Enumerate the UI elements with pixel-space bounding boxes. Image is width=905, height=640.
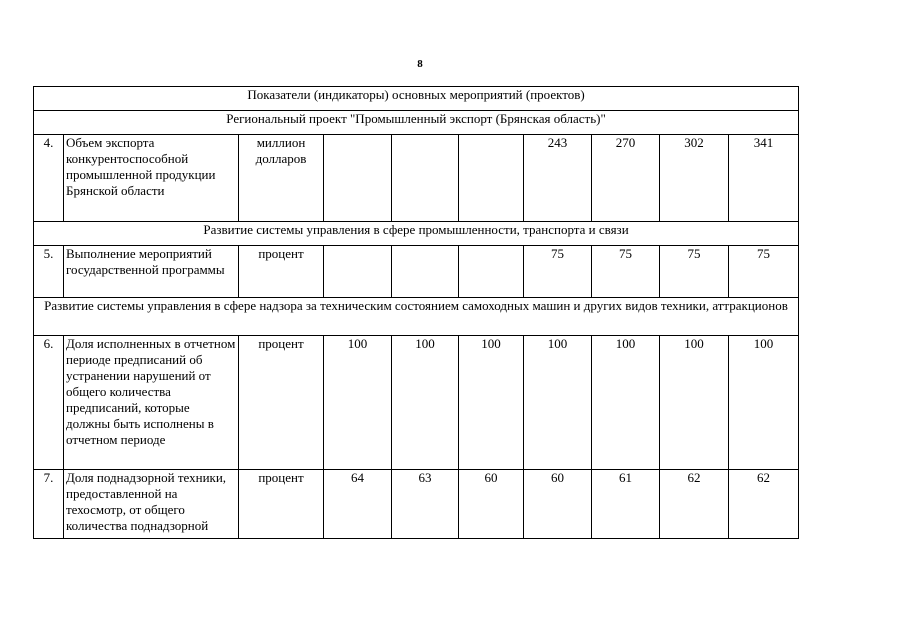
value-cell bbox=[324, 135, 392, 222]
value-cell: 75 bbox=[660, 246, 729, 298]
unit-cell: миллион долларов bbox=[239, 135, 324, 222]
indicator-name: Доля поднадзорной техники, предоставленной на техосмотр, от общего количества поднадзорной bbox=[64, 470, 239, 539]
value-cell: 62 bbox=[660, 470, 729, 539]
value-cell bbox=[459, 135, 524, 222]
section-row bbox=[34, 298, 799, 336]
value-cell bbox=[392, 246, 459, 298]
value-cell: 75 bbox=[592, 246, 660, 298]
table-row bbox=[34, 246, 799, 298]
value-cell: 243 bbox=[524, 135, 592, 222]
value-cell: 62 bbox=[729, 470, 799, 539]
section-management-industry: Развитие системы управления в сфере промышленности, транспорта и связи bbox=[34, 222, 799, 246]
value-cell: 100 bbox=[660, 336, 729, 470]
value-cell: 63 bbox=[392, 470, 459, 539]
page-number: 8 bbox=[417, 58, 423, 70]
table-header: Показатели (индикаторы) основных мероприятий (проектов) bbox=[34, 87, 799, 111]
value-cell: 75 bbox=[524, 246, 592, 298]
value-cell: 100 bbox=[592, 336, 660, 470]
value-cell bbox=[324, 246, 392, 298]
value-cell: 302 bbox=[660, 135, 729, 222]
value-cell: 75 bbox=[729, 246, 799, 298]
table-row bbox=[34, 135, 799, 222]
value-cell: 61 bbox=[592, 470, 660, 539]
value-cell: 100 bbox=[524, 336, 592, 470]
unit-cell: процент bbox=[239, 336, 324, 470]
value-cell: 270 bbox=[592, 135, 660, 222]
table-row bbox=[34, 336, 799, 470]
value-cell: 100 bbox=[324, 336, 392, 470]
indicator-name: Объем экспорта конкурентоспособной промышленной продукции Брянской области bbox=[64, 135, 239, 222]
section-row bbox=[34, 222, 799, 246]
value-cell: 100 bbox=[459, 336, 524, 470]
indicator-name: Доля исполненных в отчетном периоде предписаний об устранении нарушений от общего количества предписаний, которые должны быть исполнены в отчетном периоде bbox=[64, 336, 239, 470]
value-cell: 341 bbox=[729, 135, 799, 222]
table-row bbox=[34, 470, 799, 539]
value-cell: 60 bbox=[459, 470, 524, 539]
value-cell bbox=[459, 246, 524, 298]
row-number: 4. bbox=[34, 135, 64, 222]
table-header-row bbox=[34, 87, 799, 111]
row-number: 7. bbox=[34, 470, 64, 539]
indicator-name: Выполнение мероприятий государственной программы bbox=[64, 246, 239, 298]
unit-cell: процент bbox=[239, 470, 324, 539]
value-cell: 100 bbox=[729, 336, 799, 470]
value-cell: 60 bbox=[524, 470, 592, 539]
row-number: 6. bbox=[34, 336, 64, 470]
unit-cell: процент bbox=[239, 246, 324, 298]
section-supervision: Развитие системы управления в сфере надзора за техническим состоянием самоходных машин и других видов техники, аттракционов bbox=[34, 298, 799, 336]
value-cell: 100 bbox=[392, 336, 459, 470]
value-cell: 64 bbox=[324, 470, 392, 539]
section-regional-project: Региональный проект "Промышленный экспорт (Брянская область)" bbox=[34, 111, 799, 135]
indicators-table bbox=[33, 86, 799, 539]
row-number: 5. bbox=[34, 246, 64, 298]
section-row bbox=[34, 111, 799, 135]
value-cell bbox=[392, 135, 459, 222]
